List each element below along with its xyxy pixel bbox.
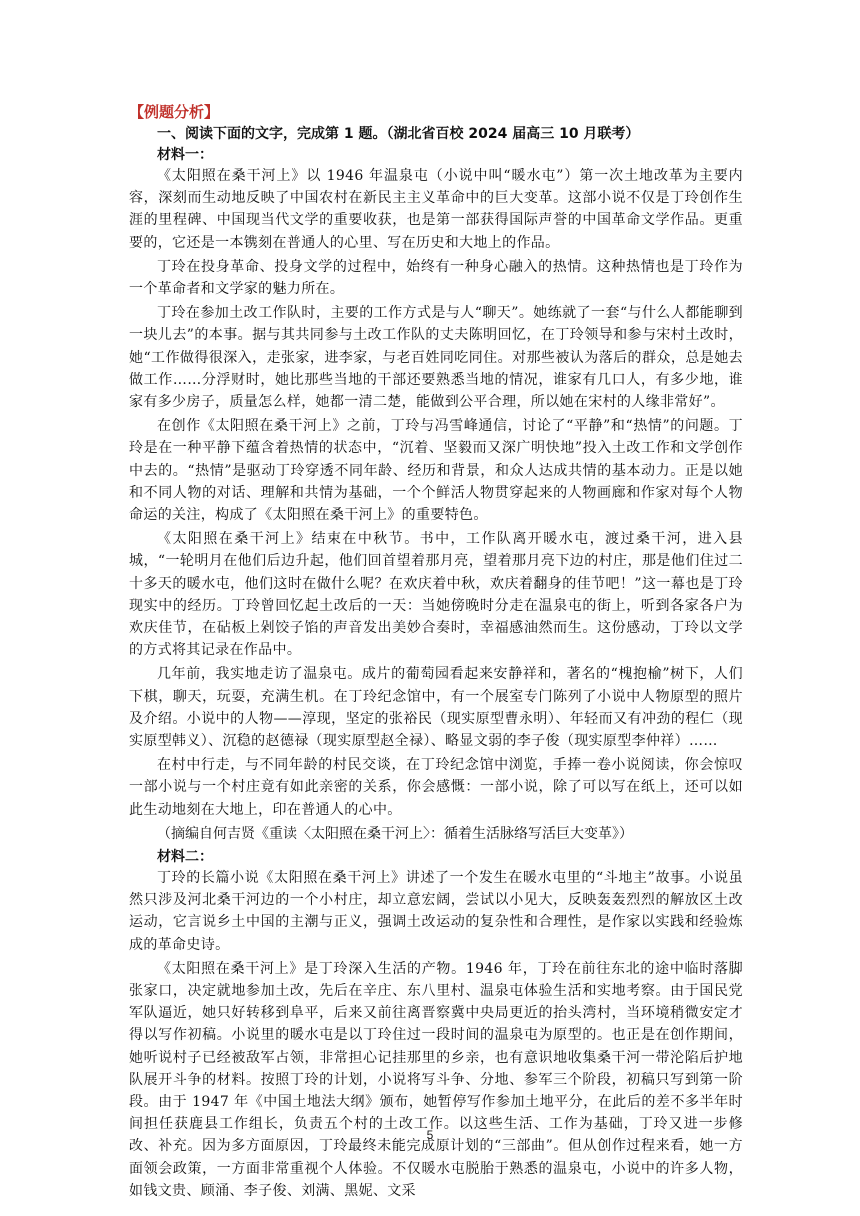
paragraph: 在村中行走，与不同年龄的村民交谈，在丁玲纪念馆中浏览，手捧一卷小说阅读，你会惊叹一部小说与一个村庄竟有如此亲密的关系，你会感慨：一部小说，除了可以写在纸上，还可以如此生动地刻在大地上，印在普通人的心中。	[129, 757, 743, 818]
material-two	[129, 847, 743, 1202]
paragraph: 丁玲的长篇小说《太阳照在桑干河上》讲述了一个发生在暖水屯里的“斗地主”故事。小说虽然只涉及河北桑干河边的一个小村庄，却立意宏阔，尝试以小见大，反映轰轰烈烈的解放区土改运动，它言说乡土中国的主潮与正义，强调土改运动的复杂性和合理性，是作家以实践和经验炼成的革命史诗。	[129, 869, 743, 953]
section-heading: 【例题分析】	[129, 103, 220, 121]
page-number: 5	[426, 1128, 434, 1142]
question-heading: 一、阅读下面的文字，完成第 1 题。（湖北省百校 2024 届高三 10 月联考）	[157, 126, 640, 142]
source-citation: （摘编自何吉贤《重读〈太阳照在桑干河上〉：循着生活脉络写活巨大变革》）	[157, 825, 633, 842]
paragraph: 《太阳照在桑干河上》以 1946 年温泉屯（小说中叫“暖水屯”）第一次土地改革为主要内容，深刻而生动地反映了中国农村在新民主主义革命中的巨大变革。这部小说不仅是丁玲创作生涯的里程碑、中国现当代文学的重要收获，也是第一部获得国际声誉的中国革命文学作品。更重要的，它还是一本镌刻在普通人的心里、写在历史和大地上的作品。	[129, 168, 743, 251]
paragraph: 丁玲在投身革命、投身文学的过程中，始终有一种身心融入的热情。这种热情也是丁玲作为一个革命者和文学家的魅力所在。	[129, 258, 743, 298]
material-one	[129, 145, 743, 845]
paragraph: 几年前，我实地走访了温泉屯。成片的葡萄园看起来安静祥和，著名的“槐抱榆”树下，人们下棋，聊天，玩耍，充满生机。在丁玲纪念馆中，有一个展室专门陈列了小说中人物原型的照片及介绍。小说中的人物——淳现，坚定的张裕民（现实原型曹永明）、年轻而又有冲劲的程仁（现实原型韩义）、沉稳的赵德禄（现实原型赵全禄）、略显文弱的李子俊（现实原型李仲祥）……	[129, 666, 743, 750]
document-body	[129, 102, 743, 1204]
paragraph: 丁玲在参加土改工作队时，主要的工作方式是与人“聊天”。她练就了一套“与什么人都能聊到一块儿去”的本事。据与其共同参与土改工作队的丈夫陈明回忆，在丁玲领导和参与宋村土改时，她“工作做得很深入，走张家，进李家，与老百姓同吃同住。对那些被认为落后的群众，总是她去做工作……分浮财时，她比那些当地的干部还要熟悉当地的情况，谁家有几口人，有多少地，谁家有多少房子，质量怎么样，她都一清二楚，能做到公平合理，所以她在宋村的人缘非常好”。	[129, 305, 743, 411]
paragraph: 《太阳照在桑干河上》是丁玲深入生活的产物。1946 年，丁玲在前往东北的途中临时落脚张家口，决定就地参加土改，先后在辛庄、东八里村、温泉屯体验生活和实地考察。由于国民党军队逼近，她只好转移到阜平，后来又前往离晋察冀中央局更近的抬头湾村，当环境稍微安定才得以写作初稿。小说里的暖水屯是以丁玲住过一段时间的温泉屯为原型的。也正是在创作期间，她听说村子已经被敌军占领，非常担心记挂那里的乡亲，也有意识地收集桑干河一带沦陷后护地队展开斗争的材料。按照丁玲的计划，小说将写斗争、分地、参军三个阶段，初稿只写到第一阶段。由于 1947 年《中国土地法大纲》颁布，她暂停写作参加土地平分，在此后的差不多半年时间担任获鹿县工作组长，负责五个村的土改工作。以这些生活、工作为基础，丁玲又进一步修改、补充。因为多方面原因，丁玲最终未能完成原计划的“三部曲”。但从创作过程来看，她一方面领会政策，一方面非常重视个人体验。不仅暖水屯脱胎于熟悉的温泉屯，小说中的许多人物，如钱文贵、顾涌、李子俊、刘满、黑妮、文采	[129, 960, 743, 1199]
material-two-title: 材料二：	[157, 848, 213, 865]
paragraph: 在创作《太阳照在桑干河上》之前，丁玲与冯雪峰通信，讨论了“平静”和“热情”的问题。丁玲是在一种平静下蕴含着热情的状态中，“沉着、坚毅而又深广明快地”投入土改工作和文学创作中去的。“热情”是驱动丁玲穿透不同年龄、经历和背景，和众人达成共情的基本动力。正是以她和不同人物的对话、理解和共情为基础，一个个鲜活人物贯穿起来的人物画廊和作家对每个人物命运的关注，构成了《太阳照在桑干河上》的重要特色。	[129, 418, 743, 524]
paragraph: 《太阳照在桑干河上》结束在中秋节。书中，工作队离开暖水屯，渡过桑干河，进入县城，“一轮明月在他们后边升起，他们回首望着那月亮，望着那月亮下边的村庄，那是他们住过二十多天的暖水屯，他们这时在做什么呢？在欢庆着中秋，欢庆着翻身的佳节吧！”这一幕也是丁玲现实中的经历。丁玲曾回忆起土改后的一天：当她傍晚时分走在温泉屯的街上，听到各家各户为欢庆佳节，在砧板上剁饺子馅的声音发出美妙合奏时，幸福感油然而生。这份感动，丁玲以文学的方式将其记录在作品中。	[129, 531, 743, 659]
material-one-title: 材料一：	[157, 147, 213, 163]
